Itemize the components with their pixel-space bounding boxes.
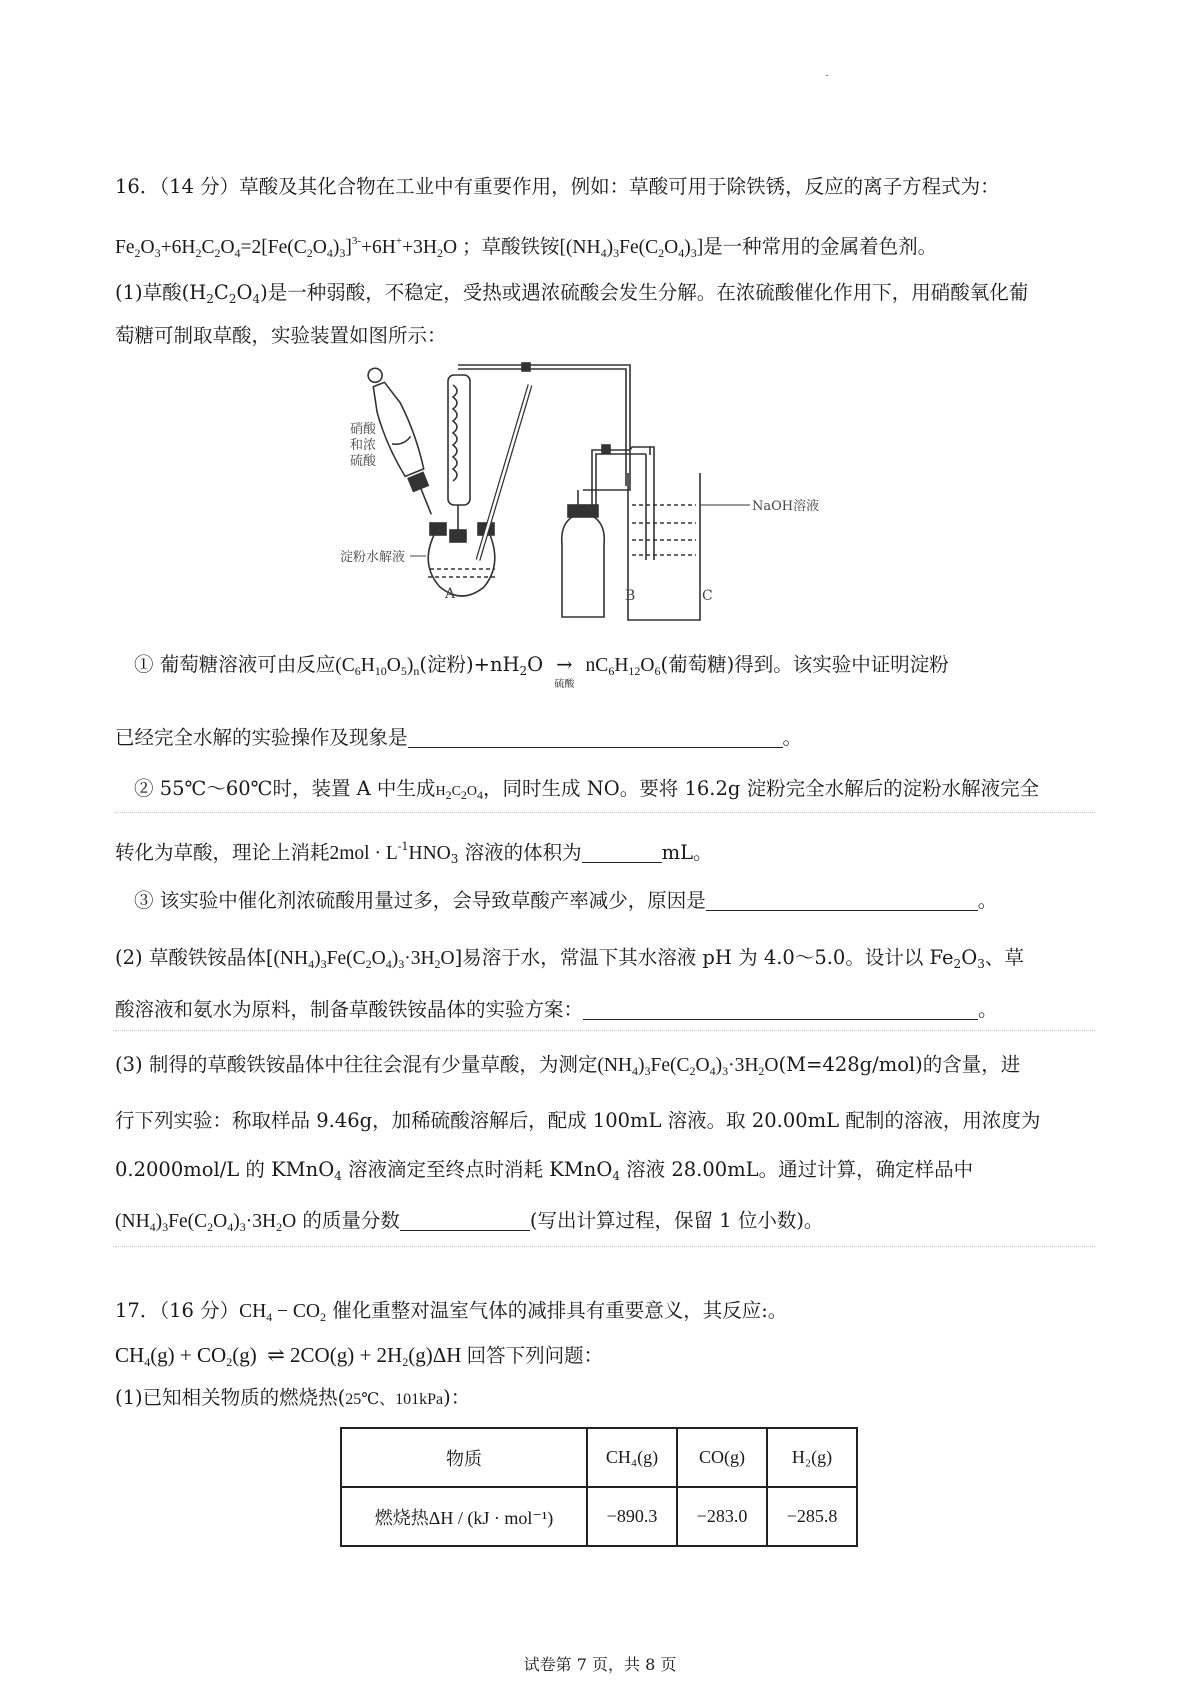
q16-part2-line2: 酸溶液和氨水为原料，制备草酸铁铵晶体的实验方案： 。 xyxy=(115,998,998,1021)
q16-part3: (3) 制得的草酸铁铵晶体中往往会混有少量草酸，为测定$(NH_4)_3Fe(C_2O_4)_3\cdot 3H_2O(M=428g/mol)$的含量，进 xyxy=(115,1053,1021,1078)
table-cell-co: −283.0 xyxy=(677,1487,767,1546)
label-funnel-1: 硝酸 xyxy=(350,422,377,437)
page-mark: - xyxy=(825,68,830,82)
q16-part3-line4: $(NH_4)_3Fe(C_2O_4)_3\cdot 3H_2O$ 的质量分数 (写出计算过程，保留 1 位小数)。 xyxy=(115,1209,824,1234)
q16-s2: ② 55℃～60℃时，装置 A 中生成H2C2O4，同时生成 NO。要将 16.2g 淀粉完全水解后的淀粉水解液完全 xyxy=(134,777,1040,802)
table-row-label: 燃烧热ΔH / (kJ · mol⁻¹) xyxy=(341,1487,587,1546)
q16-part2: (2) 草酸铁铵晶体$[(NH_4)_3Fe(C_2O_4)_3\cdot 3H_2O]$易溶于水，常温下其水溶液 pH 为 4.0～5.0。设计以 $Fe_2O_3$、草 xyxy=(115,946,1024,971)
q17-part1: (1)已知相关物质的燃烧热(25℃、101kPa)： xyxy=(115,1386,471,1409)
apparatus-figure xyxy=(340,355,870,605)
q17-header: 17．（16 分）$CH_4 - CO_2$ 催化重整对温室气体的减排具有重要意义，其反应:。 xyxy=(115,1299,788,1324)
table-row xyxy=(341,1487,857,1546)
table-cell-ch4: −890.3 xyxy=(587,1487,677,1546)
q16-part3-line2: 行下列实验：称取样品 9.46g，加稀硫酸溶解后，配成 100mL 溶液。取 20.00mL 配制的溶液，用浓度为 xyxy=(115,1109,1041,1132)
q16-part1-line2: 萄糖可制取草酸，实验装置如图所示： xyxy=(115,324,447,347)
label-b: B xyxy=(625,588,636,604)
q16-s1-line2: 已经完全水解的实验操作及现象是 。 xyxy=(115,726,803,749)
q16-s3: ③ 该实验中催化剂浓硫酸用量过多，会导致草酸产率减少，原因是 。 xyxy=(134,889,998,912)
q16-s1: ① 葡萄糖溶液可由反应$(C_6H_{10}O_5)_n$(淀粉)$+nH_2O$ → 硫酸 $nC_6H_{12}O_6$(葡萄糖)得到。该实验中证明淀粉 xyxy=(134,653,949,690)
q16-header: 16．（14 分）草酸及其化合物在工业中有重要作用，例如：草酸可用于除铁锈，反应的离子方程式为： xyxy=(115,175,1000,198)
dotted-rule xyxy=(115,1246,1095,1247)
label-flask: 淀粉水解液 xyxy=(340,550,406,565)
label-funnel-3: 硫酸 xyxy=(350,454,377,469)
table-header-substance: 物质 xyxy=(341,1428,587,1487)
table-row xyxy=(341,1428,857,1487)
table-header-ch4: CH₄(g) xyxy=(587,1428,677,1487)
q16-equation-line: $Fe_2O_3+6H_2C_2O_4=2[Fe(C_2O_4)_3]^{3-}+6H^++3H_2O$ ；草酸铁铵$[(NH_4)_3Fe(C_2O_4)_3]$是一种常用的金属着色剂。 xyxy=(115,235,938,260)
label-funnel-2: 和浓 xyxy=(350,438,377,453)
label-c: C xyxy=(702,588,713,604)
label-a: A xyxy=(445,586,456,602)
q16-s2-line2: 转化为草酸，理论上消耗$2mol \cdot L^{-1}HNO_3$ 溶液的体积为 mL。 xyxy=(115,840,713,866)
dotted-rule xyxy=(115,1030,1095,1031)
q16-part1: (1)草酸$(H_2C_2O_4)$是一种弱酸，不稳定，受热或遇浓硫酸会发生分解。在浓硫酸催化作用下，用硝酸氧化葡 xyxy=(115,281,1029,306)
q16-part3-line3: 0.2000mol/L 的 KMnO$_4$ 溶液滴定至终点时消耗 KMnO$_4$ 溶液 28.00mL。通过计算，确定样品中 xyxy=(115,1158,974,1183)
q17-equation: $CH_4(g) + CO_2(g)$ ⇌ $2CO(g) + 2H_2(g)\Delta H$ 回答下列问题： xyxy=(115,1343,604,1369)
table-header-h2: H₂(g) xyxy=(767,1428,857,1487)
label-naoh: NaOH溶液 xyxy=(752,499,820,514)
dotted-rule xyxy=(115,812,1095,813)
combustion-heat-table xyxy=(340,1427,858,1547)
page-footer: 试卷第 7 页，共 8 页 xyxy=(523,1655,677,1674)
table-cell-h2: −285.8 xyxy=(767,1487,857,1546)
table-header-co: CO(g) xyxy=(677,1428,767,1487)
